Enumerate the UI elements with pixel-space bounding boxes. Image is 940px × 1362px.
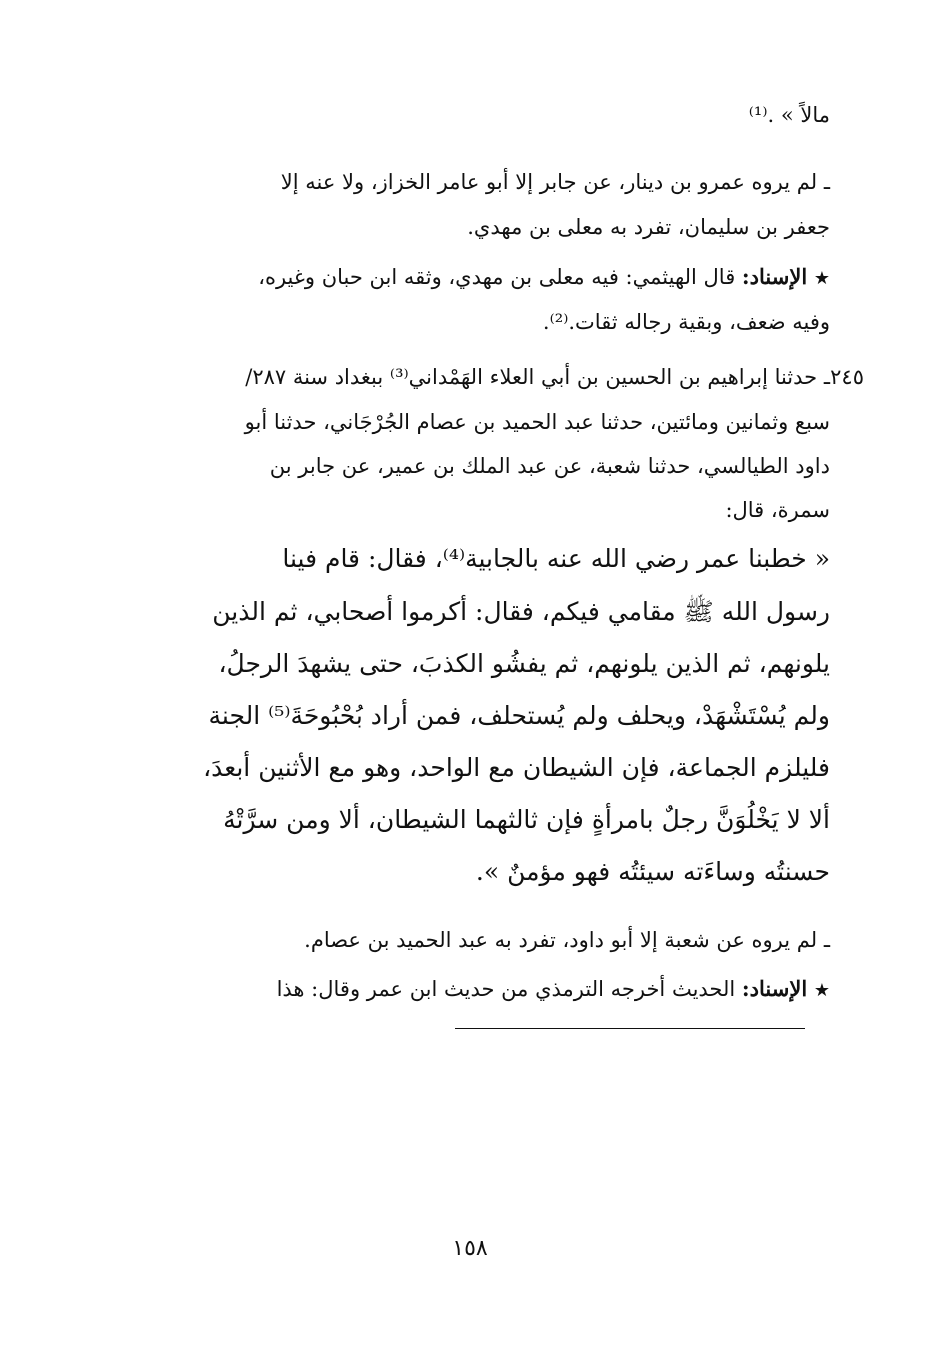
isnad-line: [210, 262, 830, 294]
hadith-chain-line: سبع وثمانين ومائتين، حدثنا عبد الحميد بن عصام الجُرْجَاني، حدثنا أبو: [244, 410, 830, 434]
isnad-label: الإسناد:: [741, 976, 808, 1001]
narration-note-line: ـ لم يروه عمرو بن دينار، عن جابر إلا أبو عامر الخزاز، ولا عنه إلا: [280, 170, 830, 194]
star-icon: ★: [813, 268, 830, 289]
isnad-label: الإسناد:: [741, 264, 808, 289]
continuation-line: مالاً » .⁽¹⁾: [748, 103, 830, 127]
hadith-text-line: يلونهم، ثم الذين يلونهم، ثم يفشُو الكذبَ، حتى يشهدَ الرجلُ،: [218, 649, 830, 678]
hadith-text-line: حسنتُه وساءَته سيئتُه فهو مؤمنٌ ».: [475, 857, 830, 886]
hadith-chain-line: داود الطيالسي، حدثنا شعبة، عن عبد الملك بن عمير، عن جابر بن: [269, 454, 830, 478]
hadith-text-line: ولم يُسْتَشْهَدْ، ويحلف ولم يُستحلف، فمن أراد بُحْبُوحَةَ⁽⁵⁾ الجنة: [208, 701, 830, 730]
isnad-text: قال الهيثمي: فيه معلى بن مهدي، وثقه ابن حبان وغيره،: [258, 265, 736, 289]
hadith-text-line: « خطبنا عمر رضي الله عنه بالجابية⁽⁴⁾، فقال: قام فينا: [282, 544, 830, 573]
hadith-chain-line: سمرة، قال:: [725, 498, 830, 522]
isnad-line: [210, 974, 830, 1006]
narration-note-line: ـ لم يروه عن شعبة إلا أبو داود، تفرد به عبد الحميد بن عصام.: [304, 928, 830, 952]
isnad-line: وفيه ضعف، وبقية رجاله ثقات.⁽²⁾.: [542, 310, 830, 334]
hadith-number: ٢٤٥: [830, 365, 864, 389]
hadith-text-line: رسول الله ﷺ مقامي فيكم، فقال: أكرموا أصحابي، ثم الذين: [212, 597, 830, 626]
narration-note-line: جعفر بن سليمان، تفرد به معلى بن مهدي.: [467, 215, 830, 239]
star-icon: ★: [813, 980, 830, 1001]
page-number: ١٥٨: [452, 1236, 488, 1261]
isnad-text: الحديث أخرجه الترمذي من حديث ابن عمر وقال: هذا: [276, 977, 736, 1001]
hadith-text-line: ألا لا يَخْلُوَنَّ رجلٌ بامرأةٍ فإن ثالثهما الشيطان، ألا ومن سرَّتْهُ: [223, 805, 830, 834]
hadith-text-line: فليلزم الجماعة، فإن الشيطان مع الواحد، وهو مع الأثنين أبعدَ،: [203, 753, 830, 782]
footnote-divider: [455, 1028, 805, 1029]
hadith-chain-line: ـ حدثنا إبراهيم بن الحسين بن أبي العلاء الهَمْداني⁽³⁾ ببغداد سنة ٢٨٧/: [245, 365, 830, 389]
